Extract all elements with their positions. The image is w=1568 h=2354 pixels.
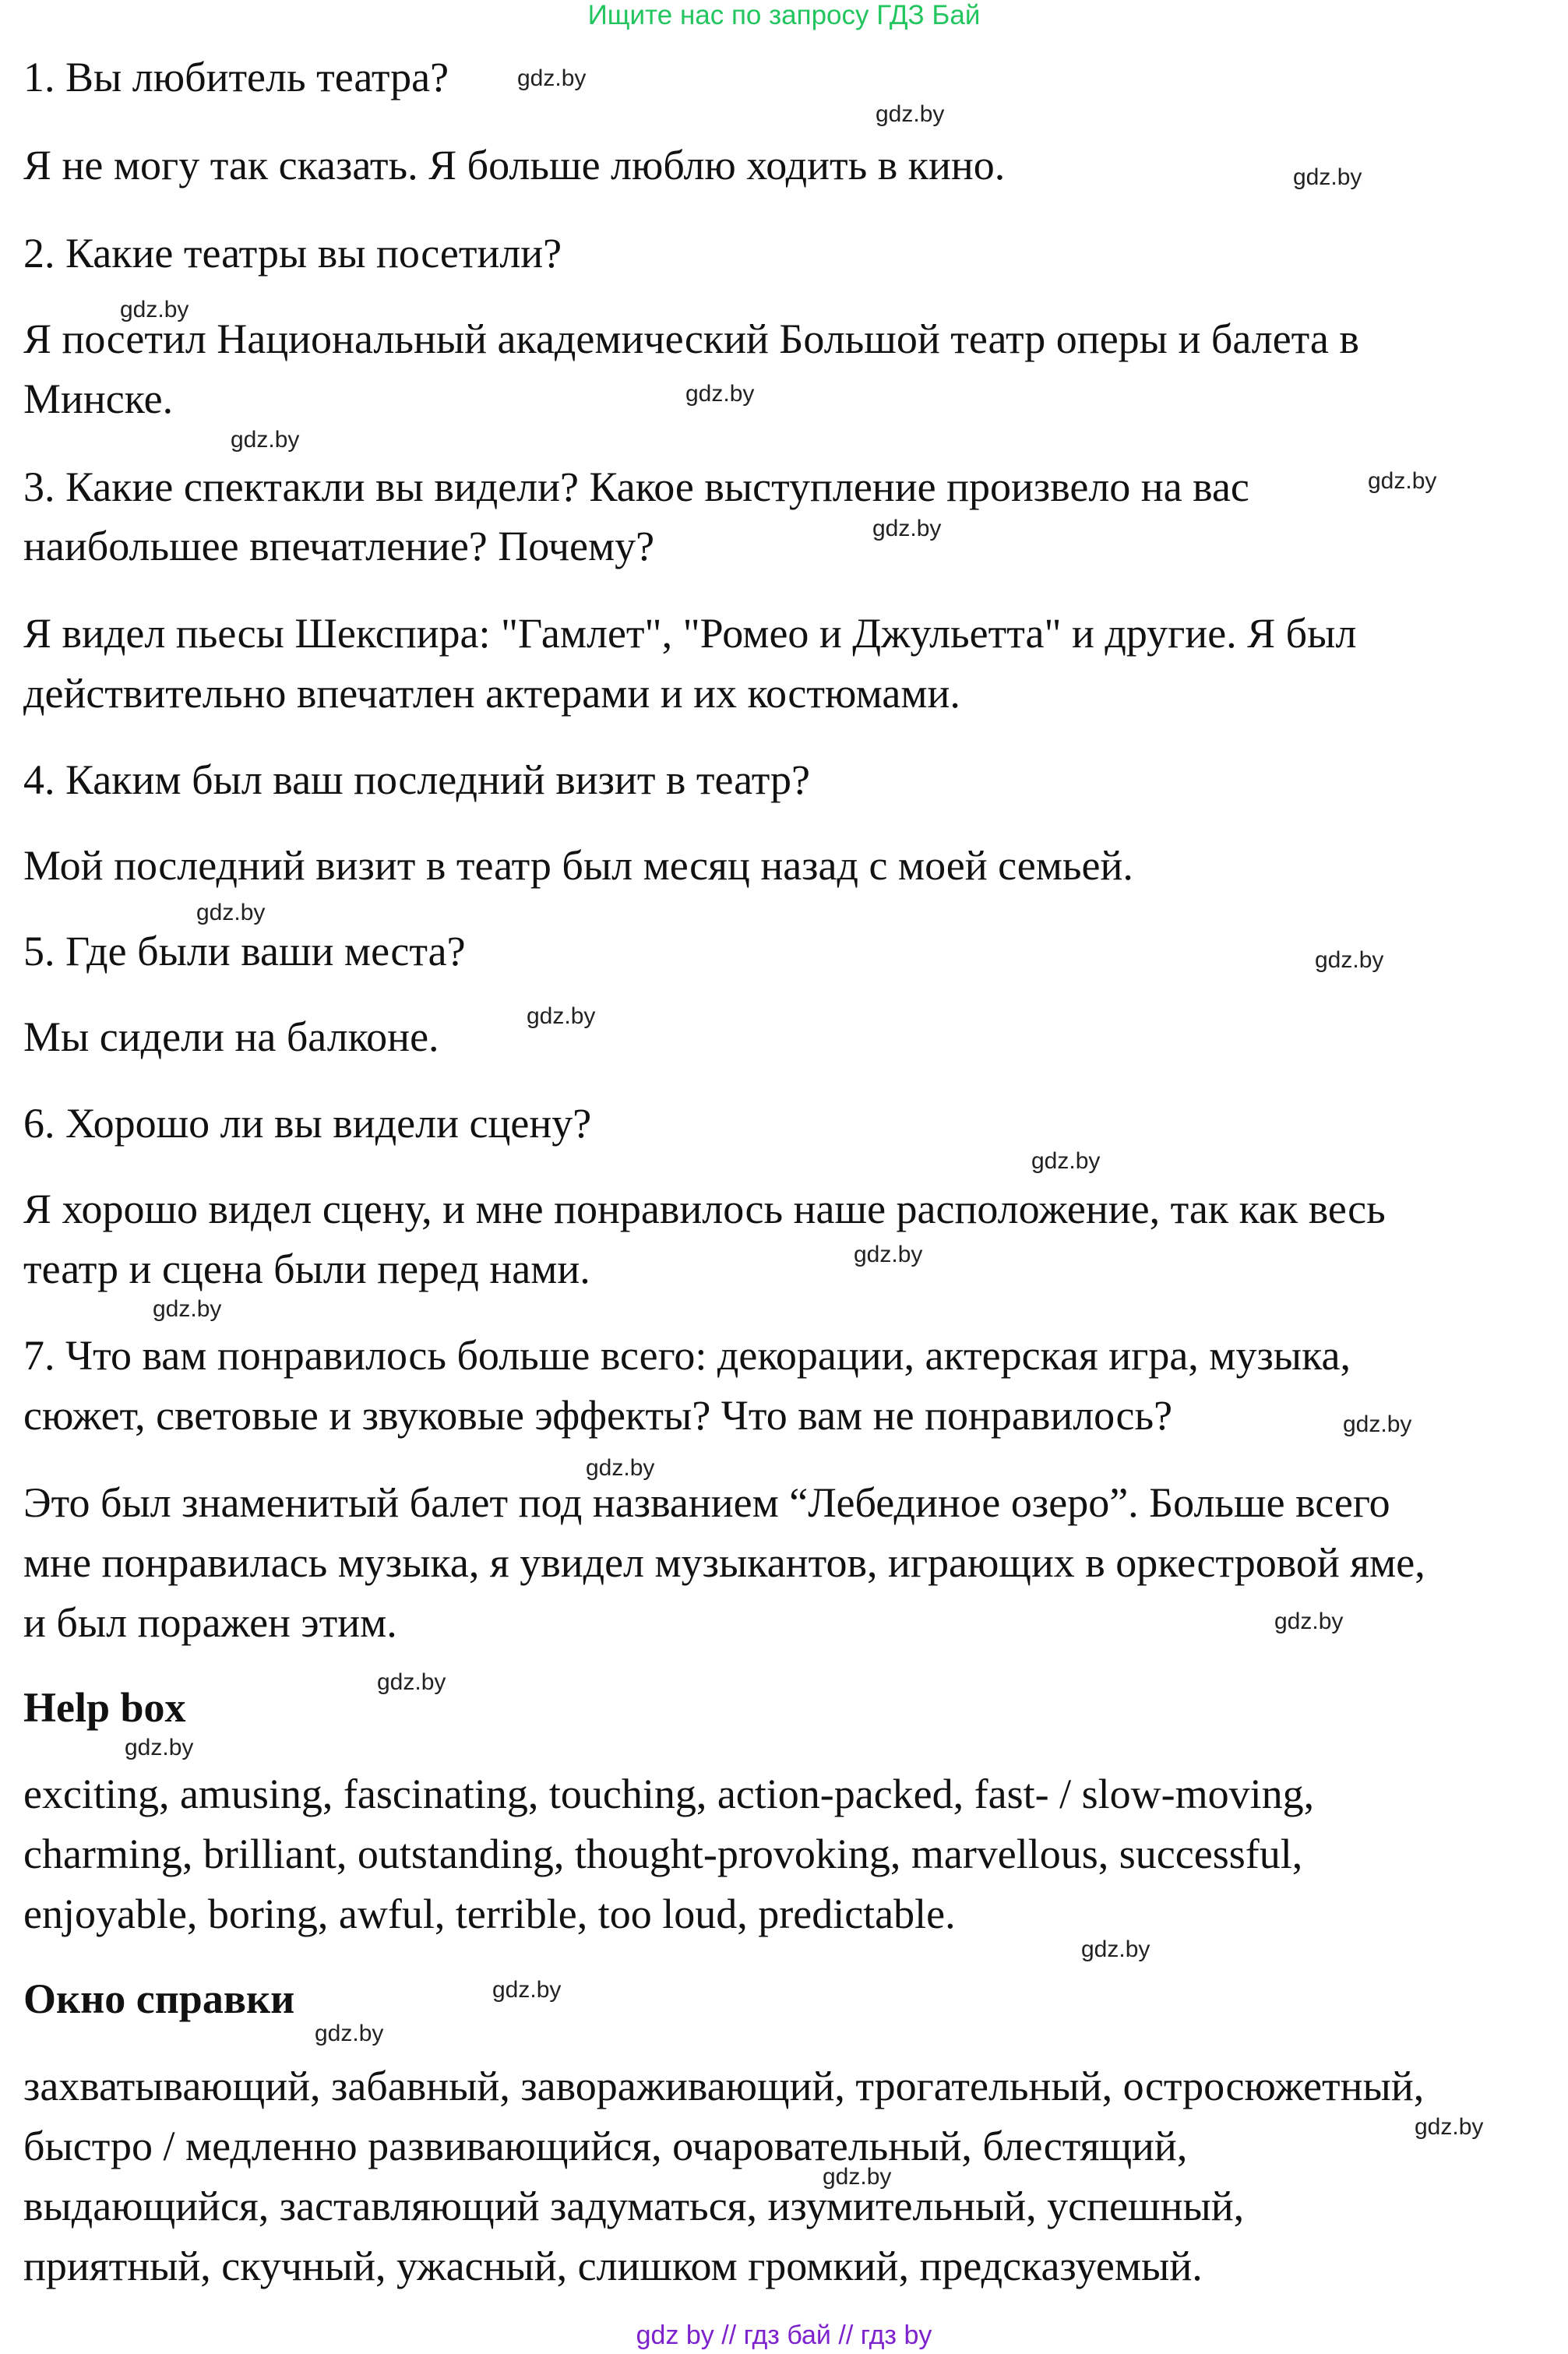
- answer-7-line-2: мне понравилась музыка, я увидел музыкантов, играющих в оркестровой яме,: [23, 1539, 1425, 1586]
- question-4: 4. Каким был ваш последний визит в театр?: [23, 756, 810, 803]
- question-2: 2. Какие театры вы посетили?: [23, 230, 562, 277]
- watermark: gdz.by: [377, 1669, 446, 1695]
- watermark: gdz.by: [125, 1735, 194, 1760]
- watermark: gdz.by: [196, 900, 266, 925]
- answer-3-line-1: Я видел пьесы Шекспира: "Гамлет", "Ромео и Джульетта" и другие. Я был: [23, 610, 1357, 657]
- watermark: gdz.by: [517, 65, 587, 91]
- answer-3-line-2: действительно впечатлен актерами и их костюмами.: [23, 670, 960, 717]
- help-window-line-1: захватывающий, забавный, завораживающий, трогательный, остросюжетный,: [23, 2063, 1425, 2109]
- help-box-line-3: enjoyable, boring, awful, terrible, too loud, predictable.: [23, 1891, 956, 1937]
- answer-7-line-1: Это был знаменитый балет под названием “Лебединое озеро”. Больше всего: [23, 1479, 1390, 1526]
- watermark: gdz.by: [1031, 1148, 1101, 1174]
- help-box-line-1: exciting, amusing, fascinating, touching, action-packed, fast- / slow-moving,: [23, 1771, 1315, 1817]
- watermark: gdz.by: [527, 1003, 596, 1029]
- watermark: gdz.by: [492, 1977, 562, 2003]
- footer-banner: gdz by // гдз бай // гдз by: [636, 2321, 932, 2350]
- answer-6-line-1: Я хорошо видел сцену, и мне понравилось наше расположение, так как весь: [23, 1186, 1386, 1232]
- question-3-line-1: 3. Какие спектакли вы видели? Какое выступление произвело на вас: [23, 463, 1249, 510]
- watermark: gdz.by: [1293, 164, 1362, 190]
- watermark: gdz.by: [1368, 468, 1437, 494]
- question-7-line-1: 7. Что вам понравилось больше всего: декорации, актерская игра, музыка,: [23, 1332, 1351, 1379]
- answer-5: Мы сидели на балконе.: [23, 1013, 439, 1060]
- answer-6-line-2: театр и сцена были перед нами.: [23, 1246, 590, 1292]
- answer-2-line-1: Я посетил Национальный академический Большой театр оперы и балета в: [23, 315, 1359, 362]
- watermark: gdz.by: [586, 1455, 655, 1481]
- watermark: gdz.by: [872, 516, 942, 541]
- watermark: gdz.by: [823, 2164, 892, 2190]
- watermark: gdz.by: [315, 2021, 384, 2046]
- watermark: gdz.by: [120, 297, 189, 322]
- answer-1: Я не могу так сказать. Я больше люблю ходить в кино.: [23, 142, 1006, 189]
- help-window-heading: Окно справки: [23, 1975, 295, 2022]
- watermark: gdz.by: [1274, 1609, 1344, 1634]
- watermark: gdz.by: [854, 1242, 923, 1267]
- question-3-line-2: наибольшее впечатление? Почему?: [23, 523, 655, 569]
- answer-4: Мой последний визит в театр был месяц назад с моей семьей.: [23, 842, 1133, 889]
- help-window-line-2: быстро / медленно развивающийся, очаровательный, блестящий,: [23, 2123, 1188, 2169]
- question-7-line-2: сюжет, световые и звуковые эффекты? Что вам не понравилось?: [23, 1392, 1173, 1439]
- help-window-line-3: выдающийся, заставляющий задуматься, изумительный, успешный,: [23, 2183, 1245, 2229]
- answer-7-line-3: и был поражен этим.: [23, 1599, 397, 1646]
- header-banner: Ищите нас по запросу ГДЗ Бай: [587, 0, 981, 30]
- question-6: 6. Хорошо ли вы видели сцену?: [23, 1100, 592, 1147]
- help-box-line-2: charming, brilliant, outstanding, thought-provoking, marvellous, successful,: [23, 1831, 1303, 1877]
- watermark: gdz.by: [153, 1296, 222, 1322]
- help-window-line-4: приятный, скучный, ужасный, слишком громкий, предсказуемый.: [23, 2243, 1203, 2289]
- answer-2-line-2: Минске.: [23, 375, 174, 422]
- watermark: gdz.by: [1343, 1411, 1412, 1437]
- watermark: gdz.by: [876, 101, 945, 127]
- watermark: gdz.by: [1415, 2114, 1484, 2140]
- watermark: gdz.by: [685, 381, 755, 407]
- watermark: gdz.by: [1081, 1936, 1150, 1962]
- question-5: 5. Где были ваши места?: [23, 928, 466, 974]
- watermark: gdz.by: [1315, 947, 1384, 973]
- help-box-heading: Help box: [23, 1684, 186, 1731]
- question-1: 1. Вы любитель театра?: [23, 54, 449, 100]
- watermark: gdz.by: [231, 427, 300, 453]
